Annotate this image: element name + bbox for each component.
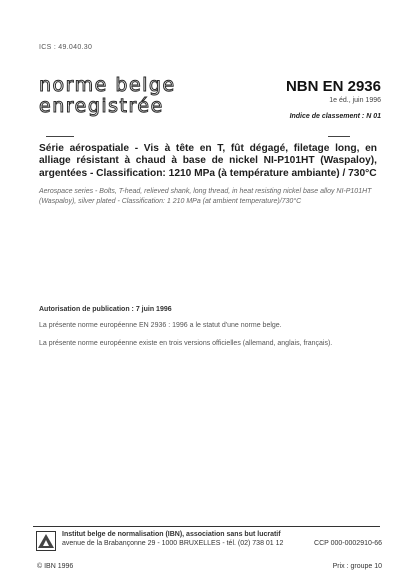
status-note: La présente norme européenne EN 2936 : 1996 a le statut d'une norme belge. (39, 322, 282, 329)
price-group: Prix : groupe 10 (332, 563, 382, 570)
english-title: Aerospace series - Bolts, T-head, relieved shank, long thread, in heat resisting nickel base alloy NI-P101HT (Waspaloy), silver plated - Classification: 1 210 MPa (at ambient temperature)/730°C (39, 188, 372, 205)
postal-account: CCP 000-0002910-66 (314, 540, 382, 547)
footer-divider (33, 526, 380, 527)
versions-note: La présente norme européenne existe en trois versions officielles (allemand, anglais, français). (39, 340, 333, 347)
copyright: © IBN 1996 (37, 563, 74, 570)
edition-date: 1e éd., juin 1996 (329, 97, 381, 104)
divider-right (328, 136, 350, 137)
ibn-logo-icon (36, 531, 56, 551)
ics-code: ICS : 49.040.30 (39, 44, 93, 51)
institute-address: avenue de la Brabançonne 29 - 1000 BRUXELLES - tél. (02) 738 01 12 (62, 540, 284, 547)
document-type-title-line2: enregistrée (39, 95, 164, 117)
publication-authorization: Autorisation de publication : 7 juin 1996 (39, 306, 172, 313)
document-type-title-line1: norme belge (39, 74, 176, 96)
french-title: Série aérospatiale - Vis à tête en T, fût dégagé, filetage long, en alliage résistant à chaud à base de nickel NI-P101HT (Waspaloy), argentées - Classification: 1210 MPa (à température ambiante) / 730°C (39, 143, 377, 179)
standard-number: NBN EN 2936 (285, 78, 381, 95)
institute-name: Institut belge de normalisation (IBN), association sans but lucratif (62, 531, 281, 538)
classification-index: Indice de classement : N 01 (289, 113, 381, 120)
divider-left (46, 136, 74, 137)
